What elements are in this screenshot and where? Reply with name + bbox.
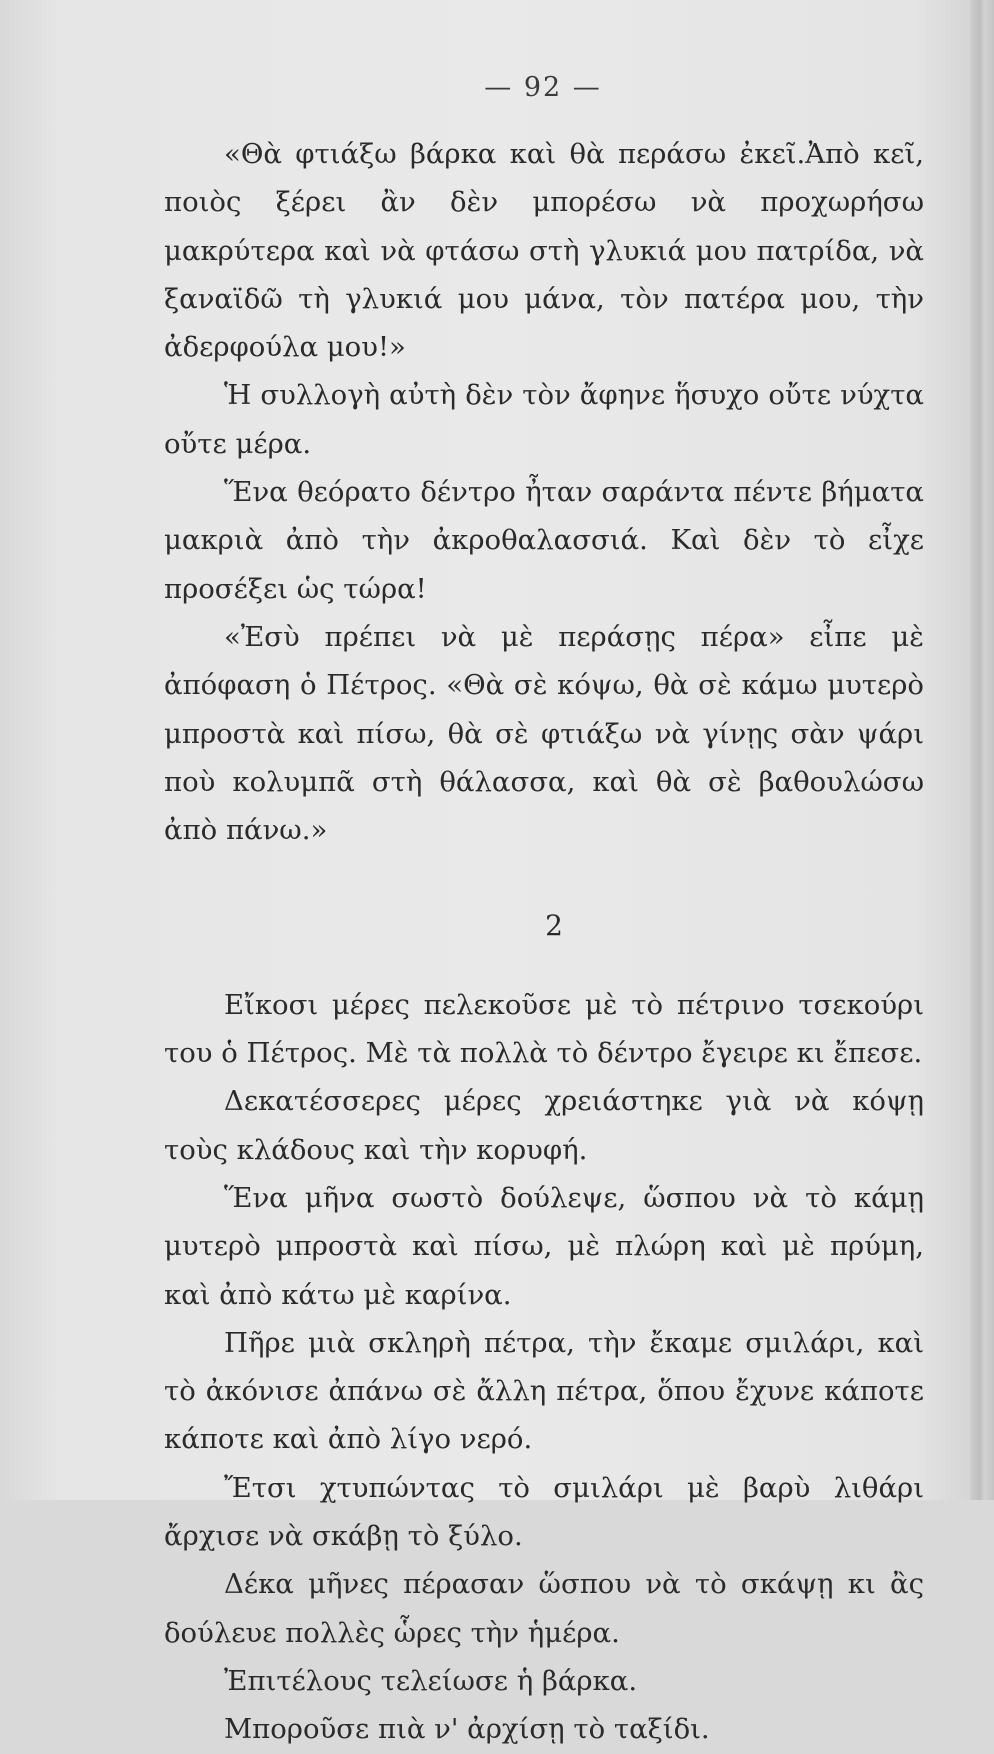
paragraph: Μποροῦσε πιὰ ν' ἀρχίσῃ τὸ ταξίδι. <box>224 1713 710 1746</box>
paragraph: Πῆρε μιὰ σκληρὴ πέτρα, τὴν ἔκαμε σμιλάρι, καὶ τὸ ἀκόνισε ἀπάνω σὲ ἄλλη πέτρα, ὅπου ἔχυνε κάποτε κάποτε καὶ ἀπὸ λίγο νερό. <box>164 1326 924 1456</box>
paragraph: Δεκατέσσερες μέρες χρειάστηκε γιὰ νὰ κόψῃ τοὺς κλάδους καὶ τὴν κορυφή. <box>164 1085 924 1166</box>
paragraph: Ἕνα μῆνα σωστὸ δούλεψε, ὥσπου νὰ τὸ κάμῃ μυτερὸ μπροστὰ καὶ πίσω, μὲ πλώρη καὶ μὲ πρύμη, καὶ ἀπὸ κάτω μὲ καρίνα. <box>164 1181 924 1311</box>
page-text <box>164 130 924 1754</box>
paragraph: Ἡ συλλογὴ αὐτὴ δὲν τὸν ἄφηνε ἥσυχο οὔτε νύχτα οὔτε μέρα. <box>164 379 924 460</box>
page-number: — 92 — <box>484 72 602 103</box>
paragraph: Εἴκοσι μέρες πελεκοῦσε μὲ τὸ πέτρινο τσεκούρι του ὁ Πέτρος. Μὲ τὰ πολλὰ τὸ δέντρο ἔγειρε κι ἔπεσε. <box>164 988 924 1070</box>
paragraph: Ἕνα θεόρατο δέντρο ἦταν σαράντα πέντε βήματα μακριὰ ἀπὸ τὴν ἀκροθαλασσιά. Καὶ δὲν τὸ εἶχε προσέξει ὡς τώρα! <box>164 476 924 605</box>
paragraph: Ἔτσι χτυπώντας τὸ σμιλάρι μὲ βαρὺ λιθάρι ἄρχισε νὰ σκάβῃ τὸ ξύλο. <box>164 1471 924 1553</box>
section-number: 2 <box>545 909 563 943</box>
paragraph: Δέκα μῆνες πέρασαν ὥσπου νὰ τὸ σκάψῃ κι ἂς δούλευε πολλὲς ὧρες τὴν ἡμέρα. <box>164 1568 924 1649</box>
paragraph: «Ἐσὺ πρέπει νὰ μὲ περάσῃς πέρα» εἶπε μὲ ἀπόφαση ὁ Πέτρος. «Θὰ σὲ κόψω, θὰ σὲ κάμω μυτερὸ μπροστὰ καὶ πίσω, θὰ σὲ φτιάξω νὰ γίνῃς σὰν ψάρι ποὺ κολυμπᾶ στὴ θάλασσα, καὶ θὰ σὲ βαθουλώσω ἀπὸ πάνω.» <box>164 620 924 847</box>
page-spine-shadow <box>970 0 994 1500</box>
paragraph: Ἐπιτέλους τελείωσε ἡ βάρκα. <box>224 1664 638 1697</box>
paragraph: «Θὰ φτιάξω βάρκα καὶ θὰ περάσω ἐκεῖ.Ἀπὸ κεῖ, ποιὸς ξέρει ἂν δὲν μπορέσω νὰ προχωρήσω μακρύτερα καὶ νὰ φτάσω στὴ γλυκιά μου πατρίδα, νὰ ξαναϊδῶ τὴ γλυκιά μου μάνα, τὸν πατέρα μου, τὴν ἀδερφούλα μου!» <box>164 138 924 364</box>
